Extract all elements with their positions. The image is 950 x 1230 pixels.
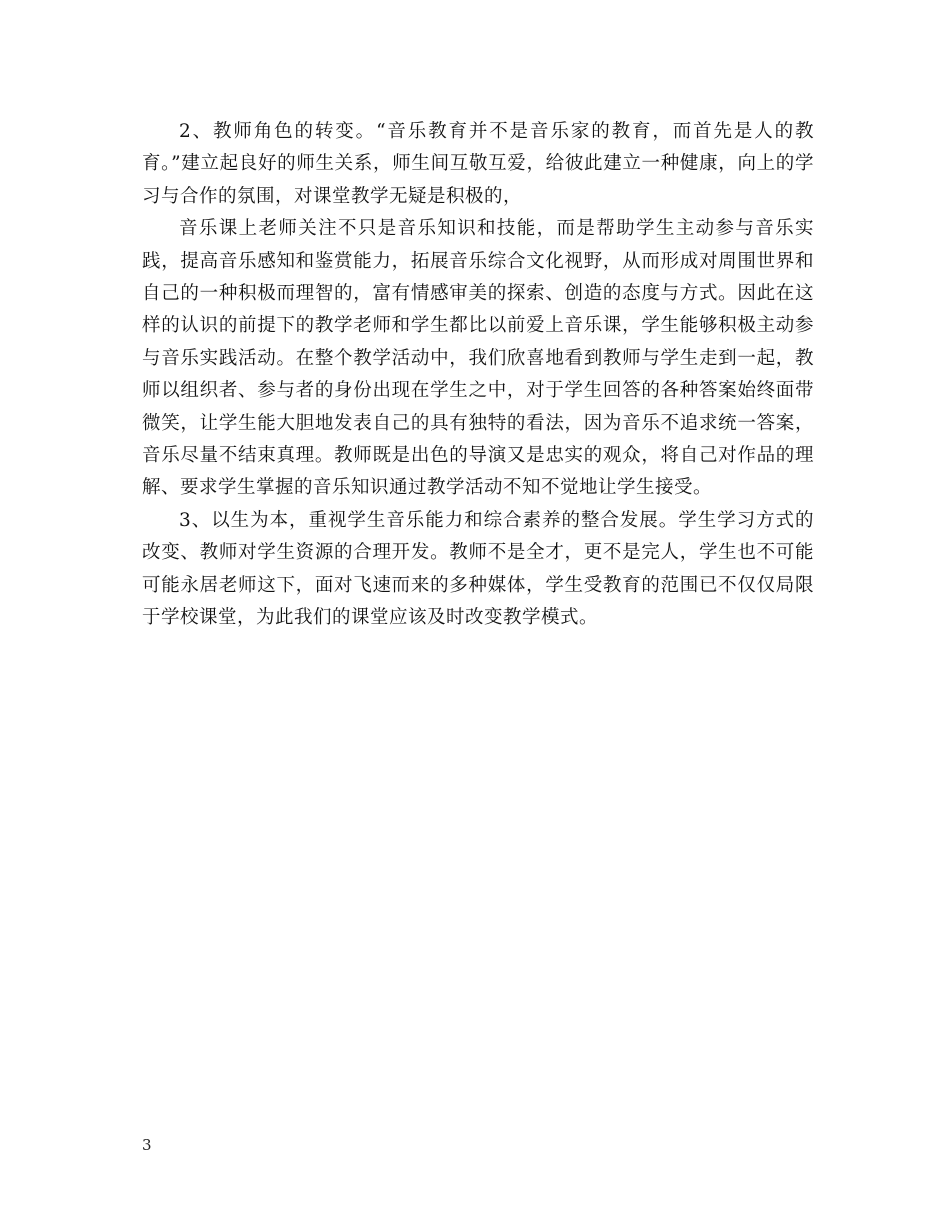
body-text [142, 116, 814, 635]
paragraph-teacher-role: 2、教师角色的转变。“音乐教育并不是音乐家的教育，而首先是人的教育。”建立起良好的师生关系，师生间互敬互爱，给彼此建立一种健康，向上的学习与合作的氛围，对课堂教学无疑是积极的， [142, 121, 814, 207]
paragraph-music-class: 音乐课上老师关注不只是音乐知识和技能，而是帮助学生主动参与音乐实践，提高音乐感知和鉴赏能力，拓展音乐综合文化视野，从而形成对周围世界和自己的一种积极而理智的，富有情感审美的探索、创造的态度与方式。因此在这样的认识的前提下的教学老师和学生都比以前爱上音乐课，学生能够积极主动参与音乐实践活动。在整个教学活动中，我们欣喜地看到教师与学生走到一起，教师以组织者、参与者的身份出现在学生之中，对于学生回答的各种答案始终面带微笑，让学生能大胆地发表自己的具有独特的看法，因为音乐不追求统一答案，音乐尽量不结束真理。教师既是出色的导演又是忠实的观众，将自己对作品的理解、要求学生掌握的音乐知识通过教学活动不知不觉地让学生接受。 [142, 218, 814, 499]
paragraph-student-centered: 3、以生为本，重视学生音乐能力和综合素养的整合发展。学生学习方式的改变、教师对学生资源的合理开发。教师不是全才，更不是完人，学生也不可能可能永居老师这下，面对飞速而来的多种媒体，学生受教育的范围已不仅仅局限于学校课堂，为此我们的课堂应该及时改变教学模式。 [142, 509, 814, 629]
page-number: 3 [142, 1136, 152, 1154]
